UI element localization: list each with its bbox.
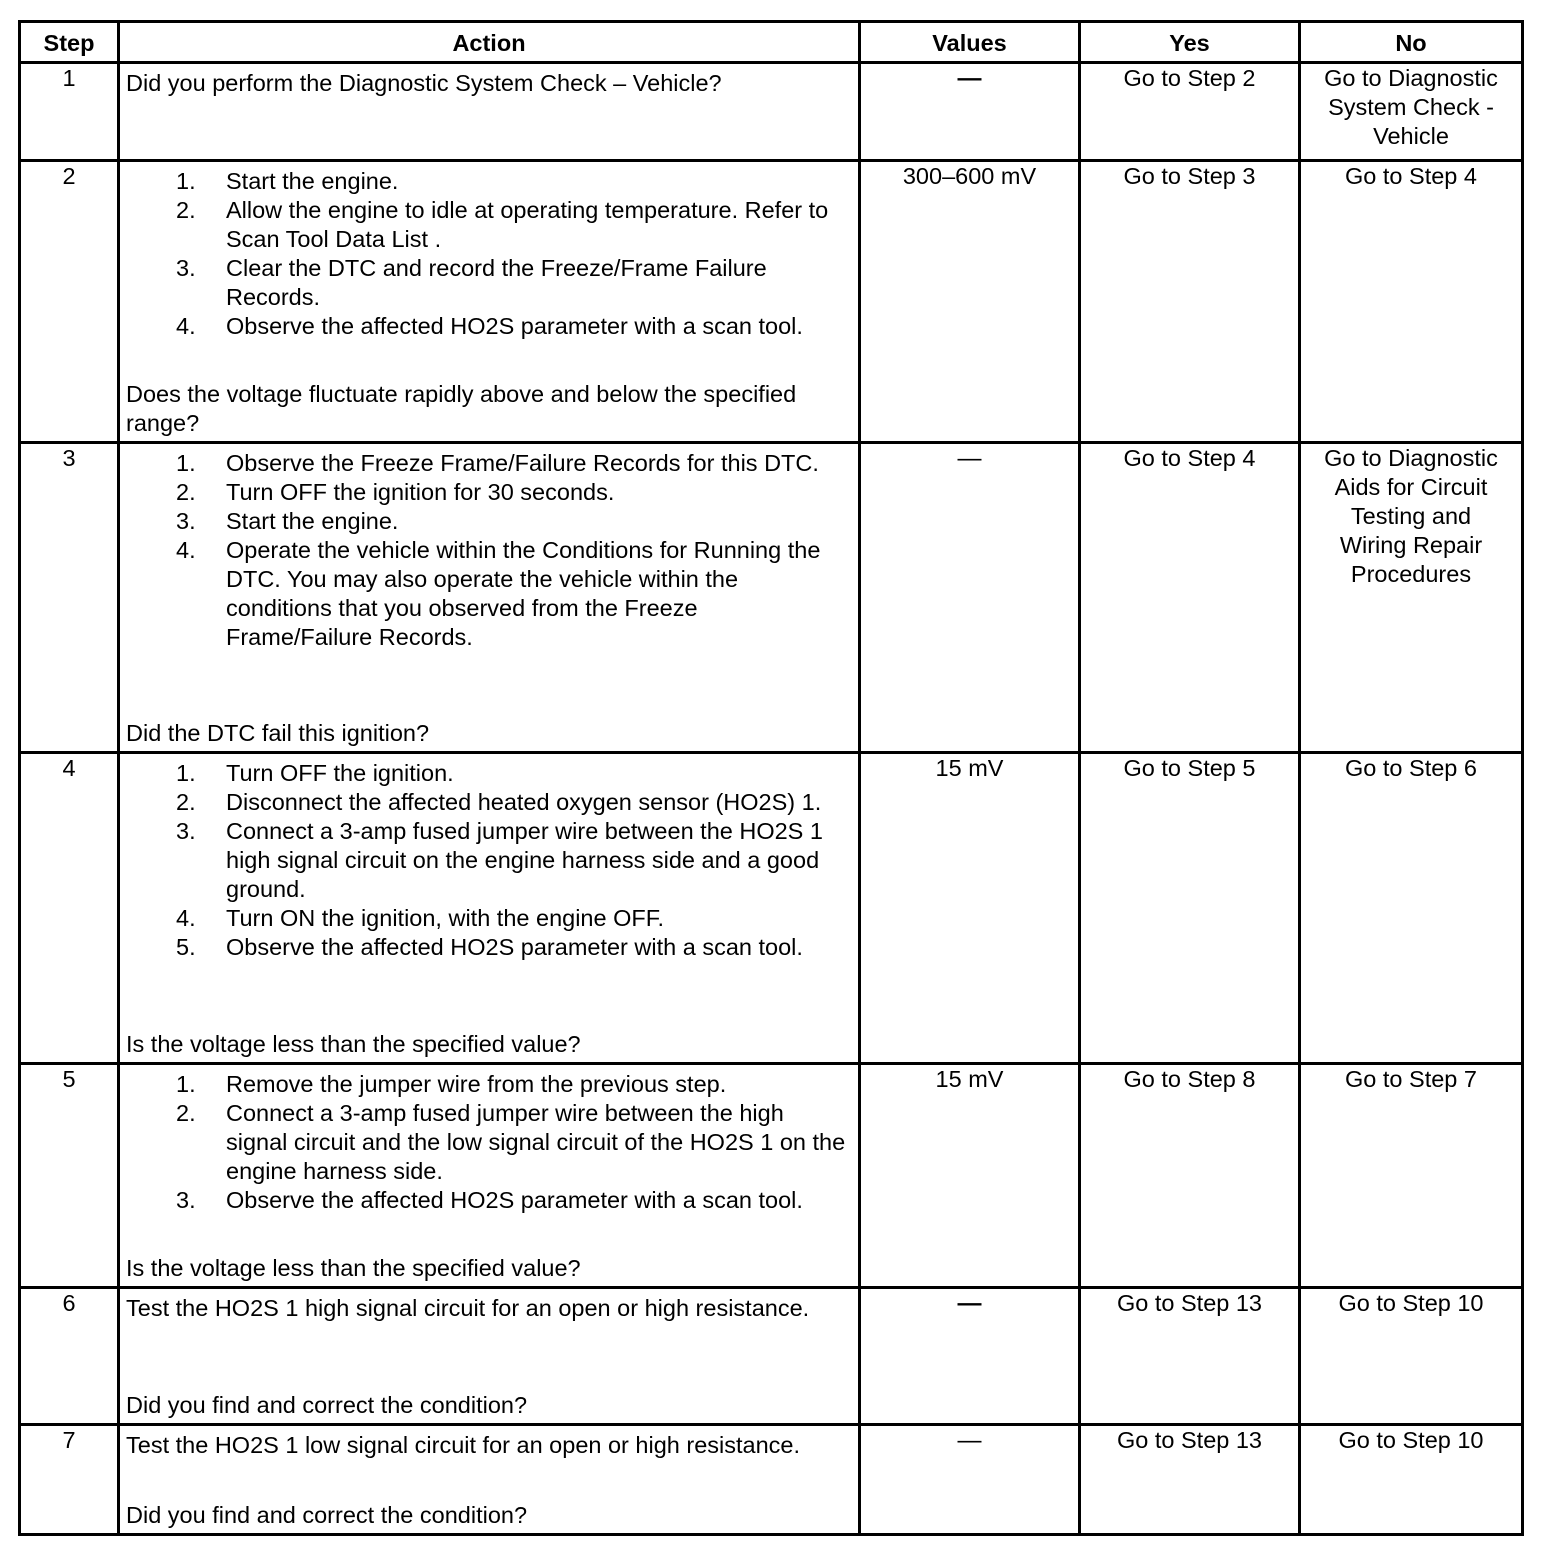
no-cell: Go to Step 4: [1300, 161, 1523, 443]
values-dash: —: [957, 445, 982, 472]
action-step-item: [176, 1070, 850, 1099]
action-intro: Did you perform the Diagnostic System Check – Vehicle?: [126, 70, 722, 96]
header-values: Values: [860, 22, 1080, 63]
values-cell: [860, 1288, 1080, 1425]
action-step-text: Remove the jumper wire from the previous step.: [226, 1071, 727, 1097]
values-cell: 15 mV: [860, 753, 1080, 1064]
action-step-text: Connect a 3-amp fused jumper wire between the HO2S 1 high signal circuit on the engine harness side and a good ground.: [226, 818, 823, 902]
table-row: [20, 1288, 1523, 1425]
action-step-number: 5.: [176, 934, 196, 960]
action-cell: [119, 1425, 860, 1535]
values-cell: 300–600 mV: [860, 161, 1080, 443]
header-action: Action: [119, 22, 860, 63]
action-content: [126, 449, 850, 748]
action-steps: [126, 759, 850, 962]
action-question: Did you find and correct the condition?: [126, 1502, 528, 1528]
action-top: [126, 1070, 850, 1215]
table-row: [20, 1064, 1523, 1288]
action-step-item: [176, 449, 850, 478]
yes-cell: Go to Step 5: [1080, 753, 1300, 1064]
action-step-item: [176, 254, 850, 312]
step-number: 4: [20, 753, 119, 1064]
action-step-item: [176, 1186, 850, 1215]
action-step-item: [176, 478, 850, 507]
no-cell: Go to Diagnostic Aids for Circuit Testing and Wiring Repair Procedures: [1300, 443, 1523, 753]
no-cell: Go to Step 7: [1300, 1064, 1523, 1288]
action-step-text: Disconnect the affected heated oxygen sensor (HO2S) 1.: [226, 789, 822, 815]
action-step-number: 1.: [176, 760, 196, 786]
yes-cell: Go to Step 4: [1080, 443, 1300, 753]
step-number: 2: [20, 161, 119, 443]
action-cell: [119, 161, 860, 443]
action-step-number: 3.: [176, 818, 196, 844]
action-step-number: 3.: [176, 1187, 196, 1213]
action-step-number: 2.: [176, 789, 196, 815]
values-dash: —: [957, 1290, 982, 1317]
action-content: [126, 1431, 850, 1530]
action-step-text: Clear the DTC and record the Freeze/Frame Failure Records.: [226, 255, 767, 310]
step-number: 5: [20, 1064, 119, 1288]
action-step-text: Connect a 3-amp fused jumper wire between the high signal circuit and the low signal circuit of the HO2S 1 on the engine harness side.: [226, 1100, 846, 1184]
action-step-text: Turn OFF the ignition for 30 seconds.: [226, 479, 615, 505]
action-cell: [119, 63, 860, 161]
action-step-text: Start the engine.: [226, 168, 399, 194]
action-step-number: 2.: [176, 197, 196, 223]
action-intro: Test the HO2S 1 high signal circuit for an open or high resistance.: [126, 1295, 810, 1321]
step-number: 7: [20, 1425, 119, 1535]
step-number: 1: [20, 63, 119, 161]
yes-cell: Go to Step 8: [1080, 1064, 1300, 1288]
action-top: [126, 69, 850, 98]
action-step-text: Observe the affected HO2S parameter with a scan tool.: [226, 313, 803, 339]
header-step: Step: [20, 22, 119, 63]
action-steps: [126, 1070, 850, 1215]
yes-cell: Go to Step 2: [1080, 63, 1300, 161]
action-cell: [119, 1064, 860, 1288]
action-step-text: Observe the affected HO2S parameter with a scan tool.: [226, 934, 803, 960]
action-content: [126, 1070, 850, 1283]
action-step-number: 4.: [176, 313, 196, 339]
action-question: Did the DTC fail this ignition?: [126, 720, 430, 746]
action-content: [126, 69, 850, 156]
no-cell: Go to Step 6: [1300, 753, 1523, 1064]
action-top: [126, 759, 850, 962]
action-cell: [119, 1288, 860, 1425]
action-step-number: 1.: [176, 450, 196, 476]
values-dash: —: [957, 65, 982, 92]
values-cell: [860, 443, 1080, 753]
header-yes: Yes: [1080, 22, 1300, 63]
table-row: [20, 753, 1523, 1064]
values-cell: [860, 63, 1080, 161]
step-number: 6: [20, 1288, 119, 1425]
action-content: [126, 167, 850, 438]
action-step-item: [176, 817, 850, 904]
header-row: [20, 22, 1523, 63]
table-row: [20, 443, 1523, 753]
action-step-item: [176, 536, 850, 652]
yes-cell: Go to Step 13: [1080, 1425, 1300, 1535]
action-steps: [126, 449, 850, 652]
action-question: Is the voltage less than the specified value?: [126, 1031, 581, 1057]
action-top: [126, 1431, 850, 1460]
action-top: [126, 449, 850, 652]
action-top: [126, 1294, 850, 1323]
action-steps: [126, 167, 850, 341]
action-step-item: [176, 759, 850, 788]
action-step-text: Start the engine.: [226, 508, 399, 534]
action-content: [126, 1294, 850, 1420]
no-cell: Go to Step 10: [1300, 1288, 1523, 1425]
action-intro: Test the HO2S 1 low signal circuit for an open or high resistance.: [126, 1432, 801, 1458]
action-cell: [119, 443, 860, 753]
action-question: Does the voltage fluctuate rapidly above and below the specified range?: [126, 381, 797, 436]
diagnostic-table: [18, 20, 1524, 1536]
action-step-item: [176, 167, 850, 196]
action-step-text: Turn OFF the ignition.: [226, 760, 454, 786]
action-step-number: 2.: [176, 479, 196, 505]
action-step-number: 1.: [176, 1071, 196, 1097]
header-no: No: [1300, 22, 1523, 63]
action-content: [126, 759, 850, 1059]
action-step-item: [176, 1099, 850, 1186]
action-question: Is the voltage less than the specified value?: [126, 1255, 581, 1281]
action-step-number: 1.: [176, 168, 196, 194]
no-cell: Go to Diagnostic System Check - Vehicle: [1300, 63, 1523, 161]
action-step-item: [176, 788, 850, 817]
action-step-text: Allow the engine to idle at operating temperature. Refer to Scan Tool Data List .: [226, 197, 829, 252]
action-step-text: Observe the affected HO2S parameter with a scan tool.: [226, 1187, 803, 1213]
action-step-number: 3.: [176, 508, 196, 534]
values-dash: —: [957, 1427, 982, 1454]
action-step-number: 2.: [176, 1100, 196, 1126]
yes-cell: Go to Step 3: [1080, 161, 1300, 443]
table-row: [20, 63, 1523, 161]
action-question: Did you find and correct the condition?: [126, 1392, 528, 1418]
action-step-text: Operate the vehicle within the Conditions for Running the DTC. You may also operate the vehicle within the conditions that you observed from the Freeze Frame/Failure Records.: [226, 537, 821, 650]
table-row: [20, 1425, 1523, 1535]
action-step-text: Observe the Freeze Frame/Failure Records for this DTC.: [226, 450, 819, 476]
step-number: 3: [20, 443, 119, 753]
no-cell: Go to Step 10: [1300, 1425, 1523, 1535]
values-cell: 15 mV: [860, 1064, 1080, 1288]
table-body: [20, 63, 1523, 1535]
action-step-item: [176, 507, 850, 536]
action-step-item: [176, 196, 850, 254]
yes-cell: Go to Step 13: [1080, 1288, 1300, 1425]
action-step-item: [176, 904, 850, 933]
action-step-text: Turn ON the ignition, with the engine OFF.: [226, 905, 665, 931]
action-top: [126, 167, 850, 341]
values-cell: [860, 1425, 1080, 1535]
action-step-item: [176, 312, 850, 341]
action-cell: [119, 753, 860, 1064]
action-step-number: 4.: [176, 537, 196, 563]
action-step-number: 3.: [176, 255, 196, 281]
action-step-number: 4.: [176, 905, 196, 931]
table-row: [20, 161, 1523, 443]
action-step-item: [176, 933, 850, 962]
